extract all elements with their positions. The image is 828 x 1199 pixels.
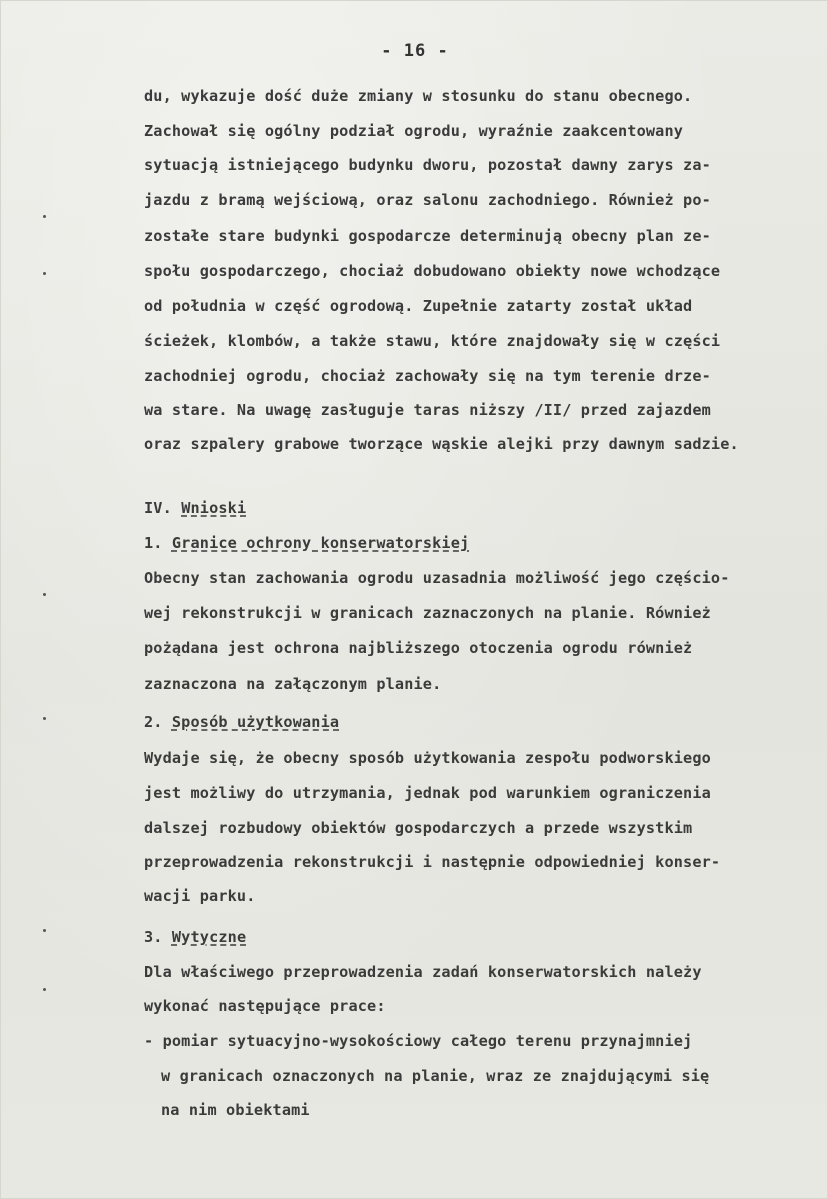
subsection-heading: [144, 928, 246, 946]
text-line: Obecny stan zachowania ogrodu uzasadnia możliwość jego częścio-: [144, 569, 730, 587]
text-line: du, wykazuje dość duże zmiany w stosunku do stanu obecnego.: [144, 87, 693, 105]
subsection-title: Granice ochrony konserwatorskiej: [171, 534, 470, 552]
section-number: IV.: [144, 499, 182, 517]
text-line: wacji parku.: [144, 887, 256, 905]
text-line: Wydaje się, że obecny sposób użytkowania zespołu podworskiego: [144, 749, 711, 767]
subsection-title: Wytyczne: [171, 928, 247, 946]
margin-dot: [43, 988, 46, 991]
text-line: społu gospodarczego, chociaż dobudowano obiekty nowe wchodzące: [144, 262, 721, 280]
text-line: Zachował się ogólny podział ogrodu, wyraźnie zaakcentowany: [144, 122, 684, 140]
text-line: jest możliwy do utrzymania, jednak pod warunkiem ograniczenia: [144, 784, 711, 802]
subsection-number: 2.: [144, 713, 172, 731]
text-line: zaznaczona na załączonym planie.: [144, 675, 442, 693]
subsection-title: Sposób użytkowania: [171, 713, 340, 731]
subsection-number: 1.: [144, 534, 172, 552]
text-line: przeprowadzenia rekonstrukcji i następnie odpowiedniej konser-: [144, 853, 721, 871]
margin-dot: [43, 593, 46, 596]
section-heading: [144, 499, 246, 517]
margin-dot: [43, 272, 46, 275]
subsection-heading: [144, 713, 339, 731]
text-line: dalszej rozbudowy obiektów gospodarczych a przede wszystkim: [144, 819, 693, 837]
text-line: w granicach oznaczonych na planie, wraz ze znajdującymi się: [161, 1067, 710, 1085]
text-line: od południa w część ogrodową. Zupełnie zatarty został układ: [144, 297, 693, 315]
text-line: zachodniej ogrodu, chociaż zachowały się na tym terenie drze-: [144, 367, 711, 385]
margin-dot: [43, 929, 46, 932]
text-line: wa stare. Na uwagę zasługuje taras niższy /II/ przed zajazdem: [144, 401, 711, 419]
text-line: wej rekonstrukcji w granicach zaznaczonych na planie. Również: [144, 604, 711, 622]
text-line: Dla właściwego przeprowadzenia zadań konserwatorskich należy: [144, 963, 702, 981]
page-number: - 16 -: [381, 41, 449, 61]
text-line: oraz szpalery grabowe tworzące wąskie alejki przy dawnym sadzie.: [144, 435, 739, 453]
subsection-number: 3.: [144, 928, 172, 946]
text-line: sytuacją istniejącego budynku dworu, pozostał dawny zarys za-: [144, 156, 711, 174]
text-line: wykonać następujące prace:: [144, 997, 386, 1015]
text-line: - pomiar sytuacyjno-wysokościowy całego terenu przynajmniej: [144, 1032, 693, 1050]
margin-dot: [43, 215, 46, 218]
text-line: zostałe stare budynki gospodarcze determinują obecny plan ze-: [144, 227, 711, 245]
subsection-heading: [144, 534, 469, 552]
section-title: Wnioski: [181, 499, 247, 517]
text-line: pożądana jest ochrona najbliższego otoczenia ogrodu również: [144, 639, 693, 657]
text-line: jazdu z bramą wejściową, oraz salonu zachodniego. Również po-: [144, 191, 711, 209]
margin-dot: [43, 717, 46, 720]
text-line: ścieżek, klombów, a także stawu, które znajdowały się w części: [144, 332, 721, 350]
text-line: na nim obiektami: [161, 1101, 310, 1119]
